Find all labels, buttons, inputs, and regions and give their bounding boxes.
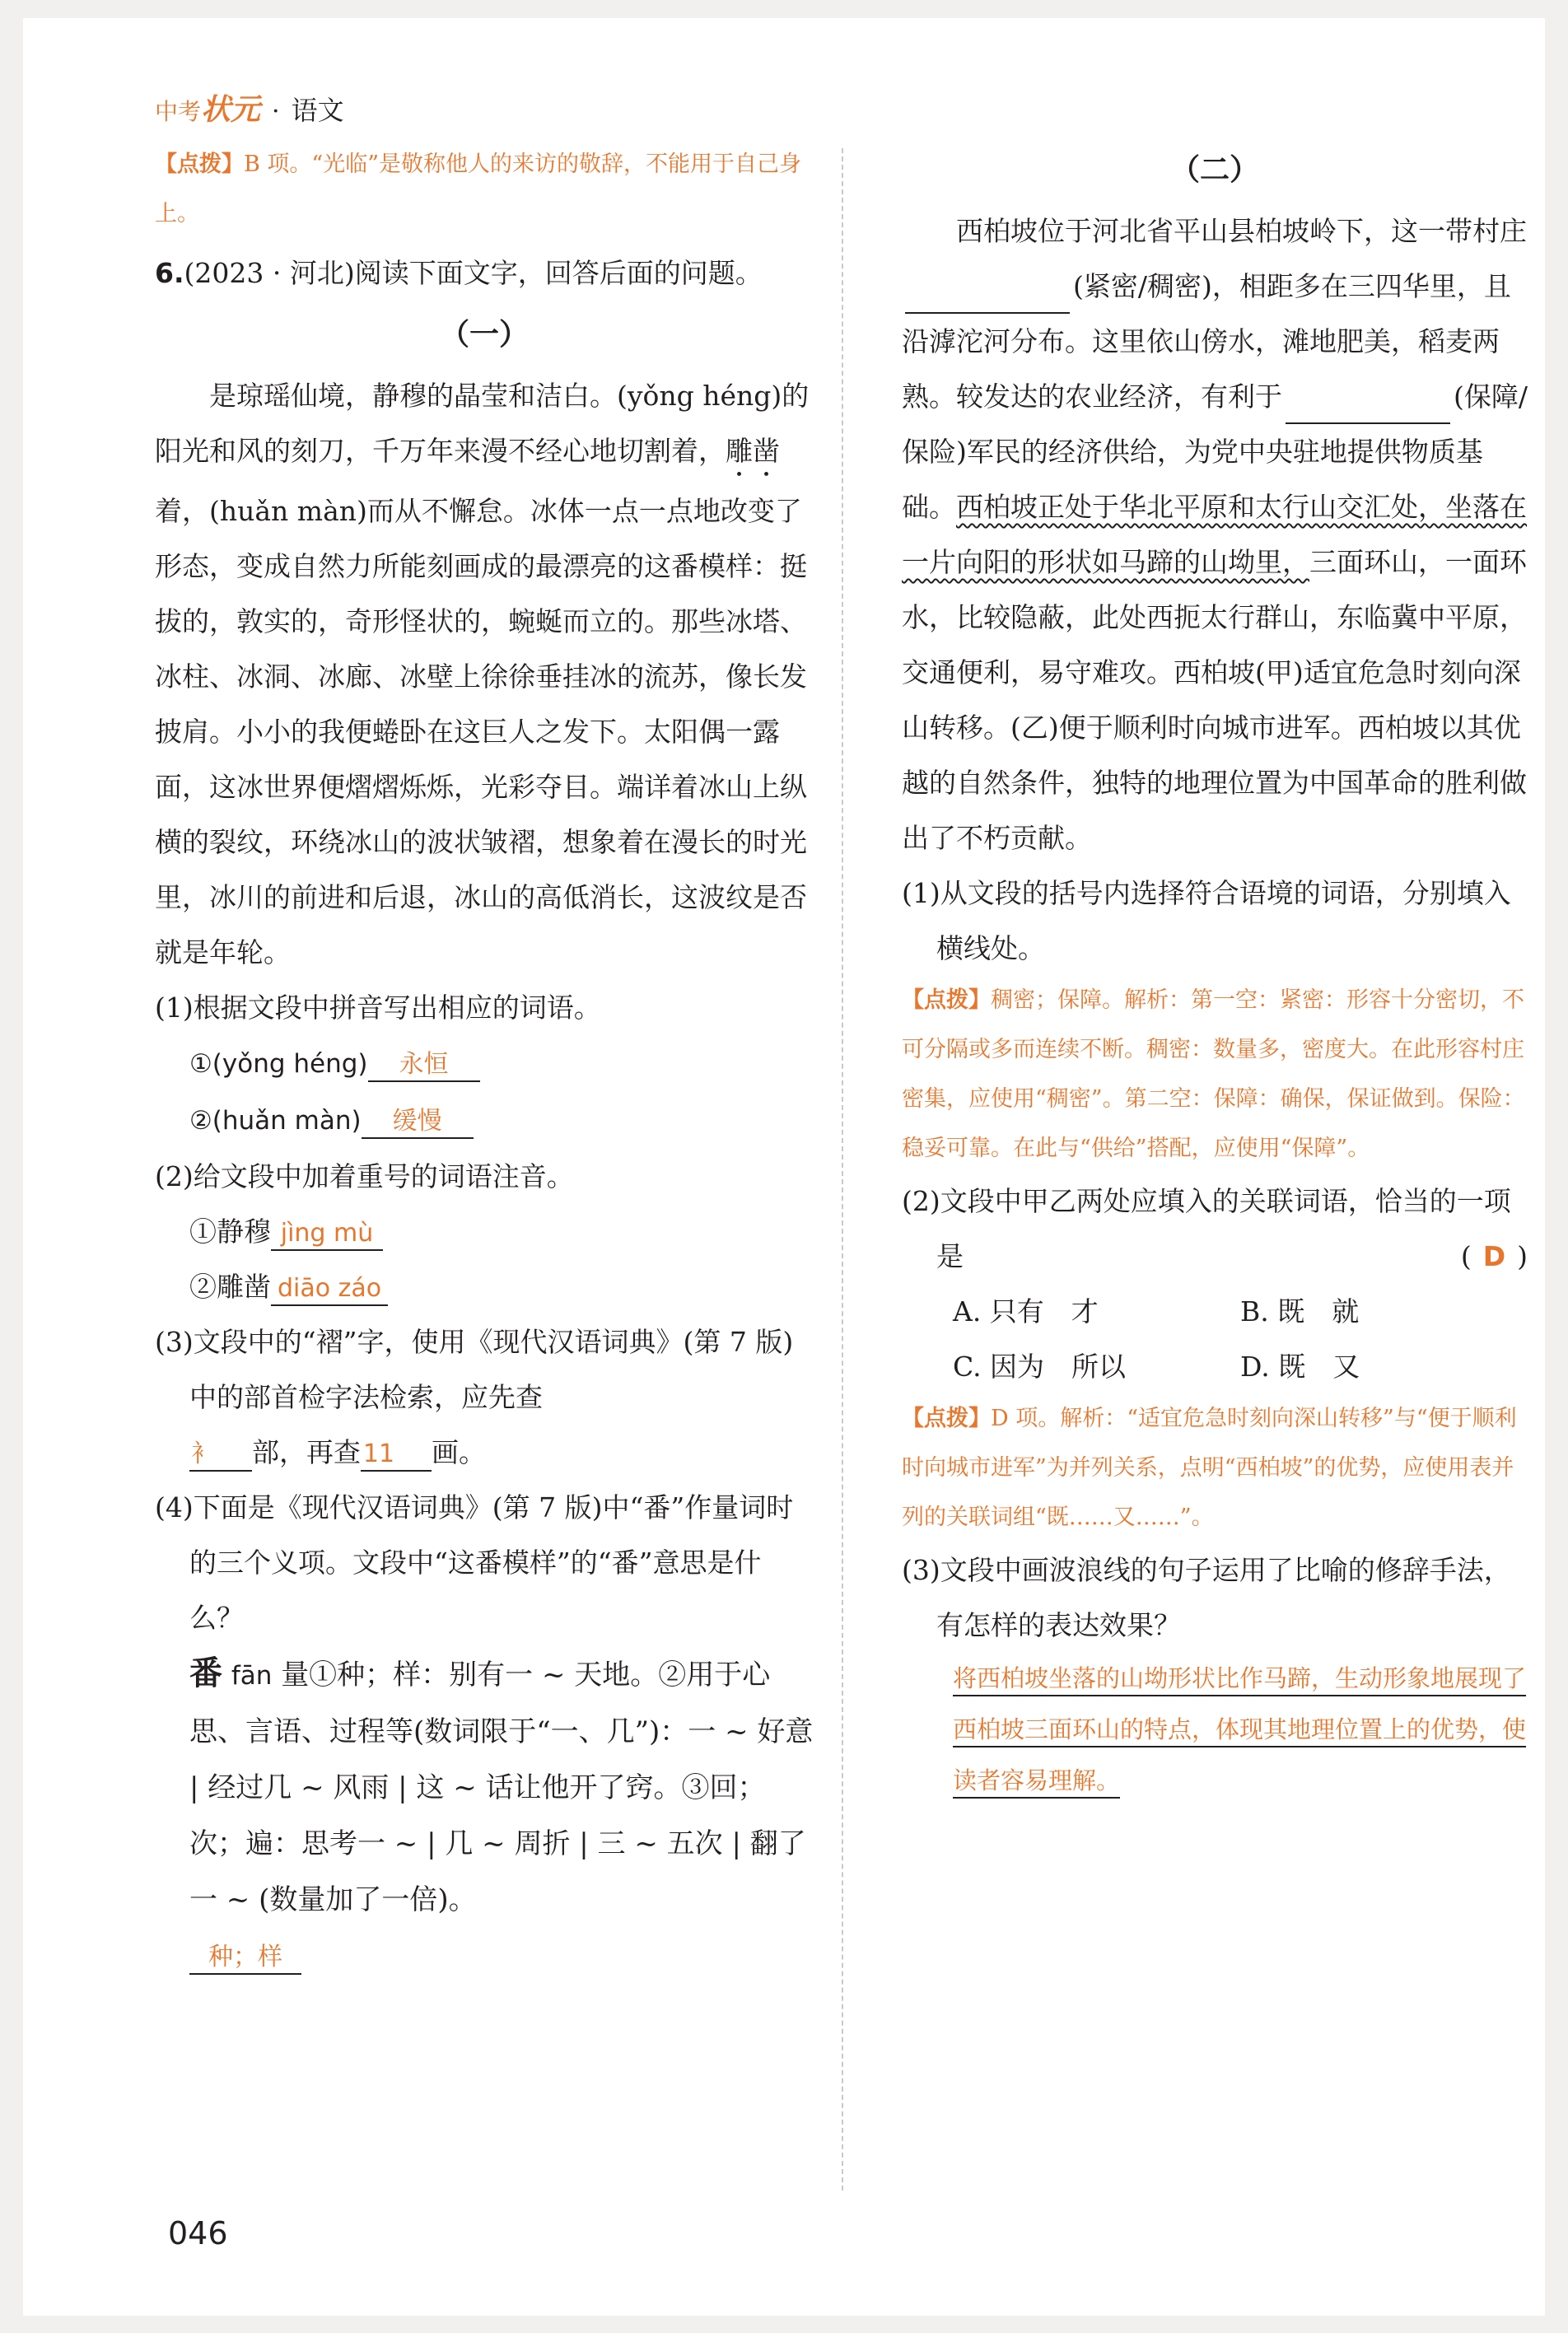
question-text: (2023 · 河北)阅读下面文字，回答后面的问题。 — [184, 257, 763, 289]
column-divider — [842, 148, 843, 2191]
brand-logo: 状元 — [201, 92, 261, 127]
header-dot: · — [272, 97, 280, 126]
question-number: 6. — [155, 257, 184, 289]
dictionary-entry — [155, 1645, 814, 1928]
passage-text-a: 西柏坡位于河北省平山县柏坡岭下，这一带村庄 — [956, 215, 1527, 247]
passage-text-c: (保障/保险)军民的经济供给，为党中央驻地提供物质基础。 — [902, 380, 1528, 523]
blank-1[interactable] — [905, 282, 1070, 314]
passage-text-a: 是琼瑶仙境，静穆的晶莹和洁白。(yǒng héng)的阳光和风的刻刀，千万年来漫不经心地切割着， — [155, 380, 810, 467]
tip-label: 【点拨】 — [902, 987, 991, 1013]
tip-label: 【点拨】 — [902, 1406, 991, 1431]
passage-2 — [902, 203, 1528, 866]
subject-title: 语文 — [291, 95, 344, 126]
right-subquestion-1: (1)从文段的括号内选择符合语境的词语，分别填入横线处。 — [902, 877, 1511, 964]
tip-text: 稠密；保障。解析：第一空：紧密：形容十分密切，不可分隔或多而连续不断。稠密：数量多，密度大。在此形容村庄密集，应使用“稠密”。第二空：保障：确保，保证做到。保险：稳妥可靠。在此与“供给”搭配，应使用“保障”。 — [902, 987, 1525, 1161]
question-text-mid: 部，再查 — [252, 1436, 361, 1468]
subquestion-1-b — [155, 1092, 814, 1149]
answer-text: 将西柏坡坐落的山坳形状比作马蹄，生动形象地展现了西柏坡三面环山的特点，体现其地理位置上的优势，使读者容易理解。 — [953, 1664, 1526, 1799]
passage-text-d: 三面环山，一面环水，比较隐蔽，此处西扼太行群山，东临冀中平原，交通便利，易守难攻。西柏坡(甲)适宜危急时刻向深山转移。(乙)便于顺利时向城市进军。西柏坡以其优越的自然条件，独特的地理位置为中国革命的胜利做出了不朽贡献。 — [902, 546, 1527, 854]
subquestion-1-a — [155, 1035, 814, 1092]
dictionary-text: 量①种；样：别有一 ~ 天地。②用于心思、言语、过程等(数词限于“一、几”)：一 ~ 好意 | 经过几 ~ 风雨 | 这 ~ 话让他开了窍。③回；次；遍：思考一 ~ | 几 ~ 周折 | 三 ~ 五次 | 翻了一 ~ (数量加了一倍)。 — [189, 1659, 814, 1916]
answer-field[interactable]: 种；样 — [189, 1942, 301, 1975]
answer-field-radical[interactable]: 衤 — [189, 1439, 252, 1472]
tip-label: 【点拨】 — [155, 152, 244, 177]
answer-choice[interactable]: D — [1482, 1240, 1506, 1272]
subquestion-4-answer — [155, 1928, 814, 1983]
section-title-2: （二） — [1169, 152, 1259, 187]
subquestion-2: (2)给文段中加着重号的词语注音。 — [155, 1160, 574, 1192]
subquestion-4: (4)下面是《现代汉语词典》(第 7 版)中“番”作量词时的三个义项。文段中“这番模样”的“番”意思是什么？ — [155, 1491, 794, 1634]
blank-2[interactable] — [1286, 393, 1450, 424]
tip-block — [155, 140, 814, 239]
right-column — [902, 136, 1528, 1806]
dictionary-headword: 番 — [189, 1654, 222, 1692]
page-number: 046 — [168, 2215, 228, 2251]
brand-prefix: 中考 — [155, 98, 202, 125]
subquestion-3 — [155, 1314, 814, 1480]
passage-1 — [155, 368, 814, 980]
answer-field-strokes[interactable]: 11 — [361, 1439, 432, 1472]
tip-text: D 项。解析：“适宜危急时刻向深山转移”与“便于顺利时向城市进军”为并列关系，点明“西柏坡”的优势，应使用表并列的关联词组“既……又……”。 — [902, 1406, 1517, 1530]
answer-field[interactable]: 缓慢 — [362, 1106, 474, 1139]
tip-block — [902, 976, 1528, 1173]
choice-b[interactable]: B. 既 就 — [1240, 1295, 1360, 1327]
right-subquestion-3: (3)文段中画波浪线的句子运用了比喻的修辞手法，有怎样的表达效果？ — [902, 1554, 1511, 1641]
page-header — [155, 86, 344, 128]
question-text: (3)文段中的“褶”字，使用《现代汉语词典》(第 7 版)中的部首检字法检索，应先查 — [155, 1326, 794, 1413]
answer-parenthesis: ( D ) — [1460, 1240, 1528, 1272]
choices-row-2 — [902, 1339, 1528, 1394]
answer-field[interactable]: jìng mù — [271, 1218, 383, 1251]
subquestion-2-a — [155, 1204, 814, 1259]
choices-row-1 — [902, 1284, 1528, 1339]
right-subquestion-2 — [902, 1173, 1528, 1284]
label: ①静穆 — [189, 1215, 271, 1248]
subquestion-1: (1)根据文段中拼音写出相应的词语。 — [155, 992, 601, 1024]
passage-text-b: (紧密/稠密)，相距多在三四华里，且沿滹沱河分布。这里依山傍水，滩地肥美，稻麦两熟。较发达的农业经济，有利于 — [902, 270, 1511, 413]
subquestion-2-b — [155, 1259, 814, 1314]
label: ①(yǒng héng) — [189, 1049, 368, 1079]
wavy-underlined-sentence: 西柏坡正处于华北平原和太行山交汇处，坐落在一片向阳的形状如马蹄的山坳里， — [902, 491, 1527, 578]
left-column — [155, 140, 814, 1983]
choice-d[interactable]: D. 既 又 — [1240, 1351, 1360, 1383]
emphasized-word: 雕凿 — [726, 435, 780, 467]
question-6 — [155, 245, 814, 301]
choice-a[interactable]: A. 只有 才 — [953, 1295, 1099, 1327]
answer-field[interactable]: diāo záo — [271, 1273, 388, 1306]
choice-c[interactable]: C. 因为 所以 — [953, 1351, 1127, 1383]
question-text: (2)文段中甲乙两处应填入的关联词语，恰当的一项是 — [902, 1185, 1511, 1272]
answer-block[interactable] — [902, 1653, 1528, 1806]
question-text-end: 画。 — [432, 1436, 486, 1468]
dictionary-pinyin: fān — [231, 1661, 273, 1691]
tip-text: B 项。“光临”是敬称他人的来访的敬辞，不能用于自己身上。 — [155, 152, 802, 226]
label: ②(huǎn màn) — [189, 1106, 362, 1136]
answer-field[interactable]: 永恒 — [368, 1049, 480, 1082]
tip-block — [902, 1394, 1528, 1542]
section-title-1: （一） — [439, 317, 529, 352]
passage-text-b: 着，(huǎn màn)而从不懈怠。冰体一点一点地改变了形态，变成自然力所能刻画成的最漂亮的这番模样：挺拔的，敦实的，奇形怪状的，蜿蜒而立的。那些冰塔、冰柱、冰洞、冰廊、冰壁上徐徐垂挂冰的流苏，像长发披肩。小小的我便蜷卧在这巨人之发下。太阳偶一露面，这冰世界便熠熠烁烁，光彩夺目。端详着冰山上纵横的裂纹，环绕冰山的波状皱褶，想象着在漫长的时光里，冰川的前进和后退，冰山的高低消长，这波纹是否就是年轮。 — [155, 495, 807, 968]
label: ②雕凿 — [189, 1271, 271, 1303]
